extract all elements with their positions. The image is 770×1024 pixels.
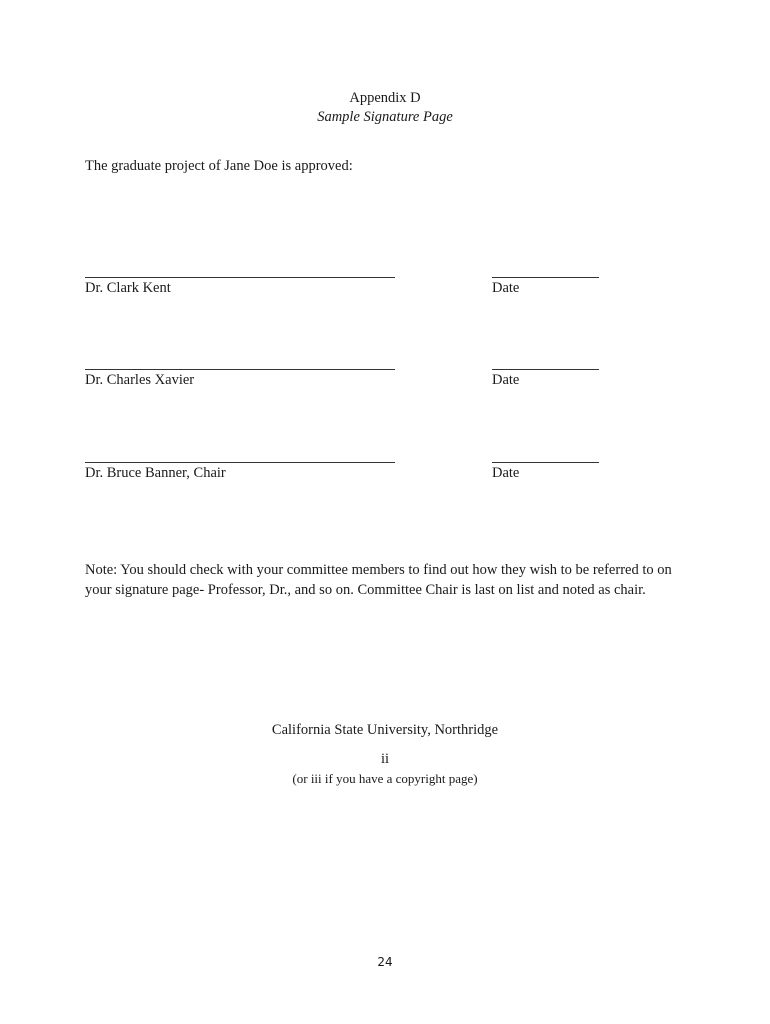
approval-statement: The graduate project of Jane Doe is approved: [85,158,353,174]
page-number: 24 [377,955,393,969]
signature-line [85,369,395,370]
signer-name: Dr. Bruce Banner, Chair [85,465,226,481]
date-line [492,462,599,463]
copyright-note: (or iii if you have a copyright page) [292,771,478,786]
signer-name: Dr. Charles Xavier [85,372,195,388]
date-label: Date [492,280,520,296]
signature-line [85,462,395,463]
signature-line [85,277,395,278]
appendix-title: Appendix D [349,90,421,106]
note-paragraph: Note: You should check with your committee members to find out how they wish to be referred to on your signature page- Professor, Dr., and so on. Committee Chair is last on list and noted as chair. [85,562,672,598]
date-line [492,369,599,370]
appendix-subtitle: Sample Signature Page [317,109,453,125]
date-label: Date [492,465,520,481]
date-line [492,277,599,278]
roman-page-number: ii [380,751,390,767]
date-label: Date [492,372,520,388]
university-name: California State University, Northridge [271,722,499,738]
signer-name: Dr. Clark Kent [85,280,171,296]
